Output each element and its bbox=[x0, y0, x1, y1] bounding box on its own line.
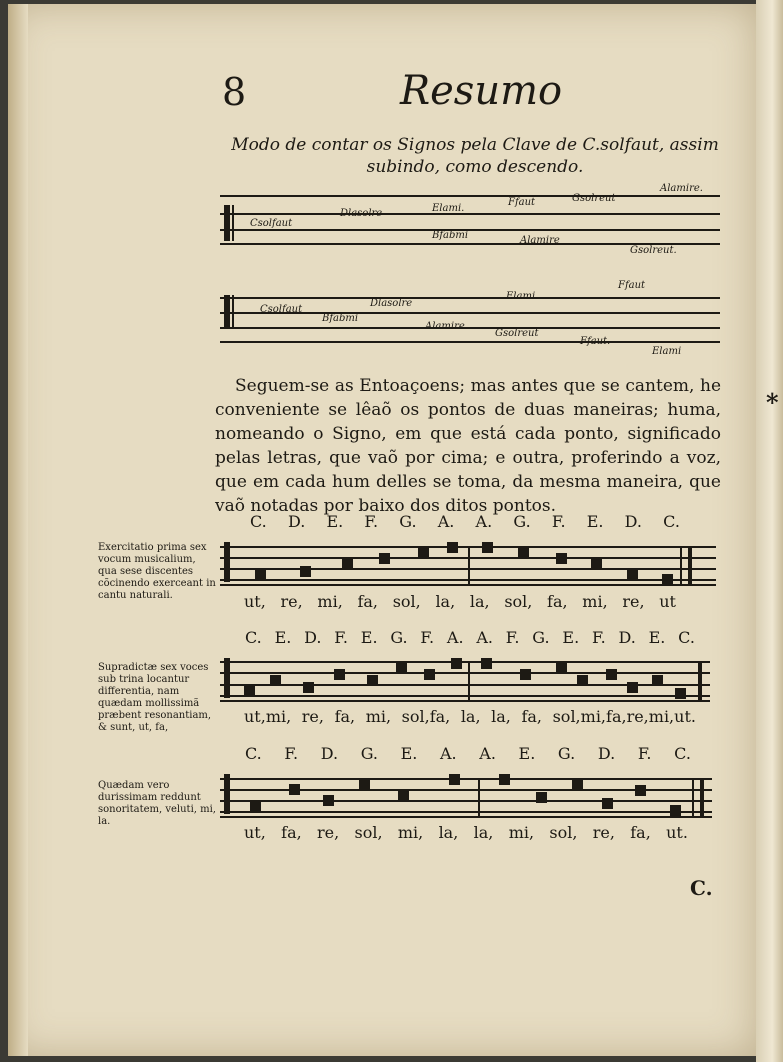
note-letter: D. bbox=[618, 628, 636, 647]
note-letter: G. bbox=[557, 744, 576, 763]
note-letter: G. bbox=[399, 512, 417, 531]
note-letter: F. bbox=[364, 512, 379, 531]
diagram2-label: Alamire bbox=[425, 321, 465, 332]
diagram2-label: Dlasolre bbox=[370, 298, 413, 309]
exercise2-letters bbox=[245, 628, 695, 647]
note-letter: D. bbox=[597, 744, 616, 763]
margin-note-3: Quædam vero durissimam reddunt sonoritatem, veluti, mi, la. bbox=[98, 780, 216, 827]
catchword: C. bbox=[690, 876, 713, 900]
margin-note-1: Exercitatio prima sex vocum musicalium, qua sese discentes cõcinendo exerceant in cantu naturali. bbox=[98, 542, 216, 601]
note-letter: D. bbox=[320, 744, 339, 763]
solfege-syllable: sol, bbox=[504, 592, 533, 611]
solfege-syllable: la, bbox=[491, 707, 511, 726]
note-letter: F. bbox=[284, 744, 299, 763]
note-letter: E. bbox=[586, 512, 604, 531]
solfege-syllable: re, bbox=[280, 592, 303, 611]
margin-note-2: Supradictæ sex voces sub trina locantur differentia, nam quædam mollissimã præbent resonantiam, & sunt, ut, fa, bbox=[98, 662, 212, 733]
solfege-syllable: la, bbox=[469, 592, 490, 611]
solfege-syllable: fa, bbox=[281, 823, 302, 842]
note-letter: C. bbox=[678, 628, 695, 647]
solfege-syllable: re, bbox=[622, 592, 645, 611]
diagram1-label: Alamire. bbox=[660, 183, 703, 194]
note-letter: F. bbox=[551, 512, 566, 531]
solfege-syllable: ut,mi, bbox=[244, 707, 292, 726]
note-letter: F. bbox=[637, 744, 652, 763]
running-head: Resumo bbox=[400, 68, 563, 114]
note-letter: F. bbox=[505, 628, 520, 647]
page-number: 8 bbox=[222, 70, 247, 114]
section-subtitle: Modo de contar os Signos pela Clave de C.solfaut, assim subindo, como descendo. bbox=[231, 135, 719, 177]
note-letter: F. bbox=[334, 628, 348, 647]
diagram1-label: Ffaut bbox=[508, 197, 536, 208]
solfege-syllable: fa, bbox=[547, 592, 568, 611]
diagram2-label: Elami bbox=[652, 346, 682, 357]
solfege-syllable: re, bbox=[301, 707, 324, 726]
note-letter: A. bbox=[440, 744, 457, 763]
body-text: Seguem-se as Entoaçoens; mas antes que se cantem, he conveniente se lêaõ os pontos de duas maneiras; huma, nomeando o Signo, em que está cada ponto, significado pelas letras, que vaõ por cima; e outra, proferindo a voz, que em cada hum delles se toma, da mesma maneira, que vaõ notadas por baixo dos ditos pontos. bbox=[215, 376, 721, 516]
solfege-syllable: mi, bbox=[365, 707, 392, 726]
solfege-syllable: fa, bbox=[334, 707, 356, 726]
note-letter: A. bbox=[476, 628, 493, 647]
note-letter: E. bbox=[360, 628, 378, 647]
note-letter: C. bbox=[250, 512, 267, 531]
solfege-syllable: la, bbox=[460, 707, 481, 726]
diagram1-label: Alamire bbox=[520, 235, 560, 246]
diagram1-label: Gsolreut. bbox=[630, 245, 677, 256]
note-letter: G. bbox=[390, 628, 408, 647]
solfege-syllable: mi, bbox=[582, 592, 608, 611]
body-paragraph bbox=[215, 374, 721, 518]
solfege-syllable: mi, bbox=[317, 592, 343, 611]
note-letter: C. bbox=[245, 628, 262, 647]
note-letter: E. bbox=[274, 628, 292, 647]
note-letter: G. bbox=[532, 628, 550, 647]
solfege-syllable: mi, bbox=[397, 823, 424, 842]
solfege-syllable: fa, bbox=[357, 592, 379, 611]
exercise3-letters bbox=[245, 744, 691, 763]
note-letter: C. bbox=[674, 744, 691, 763]
note-letter: A. bbox=[479, 744, 496, 763]
diagram1-label: Csolfaut bbox=[250, 218, 293, 229]
diagram1-label: Bfabmi bbox=[432, 230, 469, 241]
solfege-syllable: re, bbox=[317, 823, 340, 842]
note-letter: D. bbox=[304, 628, 322, 647]
solfege-syllable: sol, bbox=[549, 823, 578, 842]
note-letter: E. bbox=[518, 744, 536, 763]
page-spine-shadow bbox=[8, 4, 28, 1056]
note-letter: G. bbox=[513, 512, 531, 531]
note-letter: E. bbox=[400, 744, 418, 763]
solfege-syllable: sol, bbox=[392, 592, 421, 611]
solfege-syllable: mi, bbox=[508, 823, 535, 842]
note-letter: A. bbox=[446, 628, 464, 647]
note-letter: F. bbox=[420, 628, 435, 647]
note-letter: A. bbox=[475, 512, 493, 531]
note-letter: D. bbox=[287, 512, 306, 531]
facing-page-edge bbox=[756, 0, 783, 1062]
solfege-syllable: ut, bbox=[244, 592, 266, 611]
solfege-syllable: sol, bbox=[354, 823, 383, 842]
note-letter: E. bbox=[326, 512, 344, 531]
asterisk-mark: * bbox=[766, 388, 779, 417]
solfege-syllable: ut bbox=[659, 592, 676, 611]
diagram2-label: Elami bbox=[506, 291, 536, 302]
diagram1-label: Dlasolre bbox=[340, 208, 383, 219]
exercise3-syllables bbox=[244, 823, 688, 842]
solfege-syllable: fa, bbox=[521, 707, 543, 726]
note-letter: D. bbox=[624, 512, 642, 531]
exercise1-syllables bbox=[244, 592, 676, 611]
solfege-syllable: re, bbox=[592, 823, 615, 842]
solfege-syllable: ut. bbox=[666, 823, 688, 842]
solfege-syllable: la, bbox=[473, 823, 494, 842]
diagram2-label: Gsolreut bbox=[495, 328, 539, 339]
solfege-syllable: la, bbox=[435, 592, 456, 611]
note-letter: G. bbox=[360, 744, 378, 763]
exercise2-syllables bbox=[244, 707, 696, 726]
diagram2-label: Ffaut. bbox=[580, 336, 611, 347]
note-letter: F. bbox=[591, 628, 606, 647]
note-letter: A. bbox=[437, 512, 455, 531]
note-letter: E. bbox=[648, 628, 666, 647]
solfege-syllable: la, bbox=[438, 823, 459, 842]
exercise1-letters bbox=[250, 512, 680, 531]
diagram1-label: Gsolreut bbox=[572, 193, 616, 204]
diagram2-label: Csolfaut bbox=[260, 304, 303, 315]
note-letter: C. bbox=[245, 744, 262, 763]
solfege-syllable: ut, bbox=[244, 823, 266, 842]
solfege-syllable: sol,fa, bbox=[401, 707, 451, 726]
diagram2-label: Ffaut bbox=[618, 280, 646, 291]
solfege-syllable: sol,mi,fa,re,mi,ut. bbox=[552, 707, 696, 726]
diagram2-label: Bfabmi bbox=[322, 313, 359, 324]
solfege-syllable: fa, bbox=[630, 823, 651, 842]
diagram1-label: Elami. bbox=[432, 203, 465, 214]
note-letter: C. bbox=[663, 512, 680, 531]
note-letter: E. bbox=[562, 628, 580, 647]
